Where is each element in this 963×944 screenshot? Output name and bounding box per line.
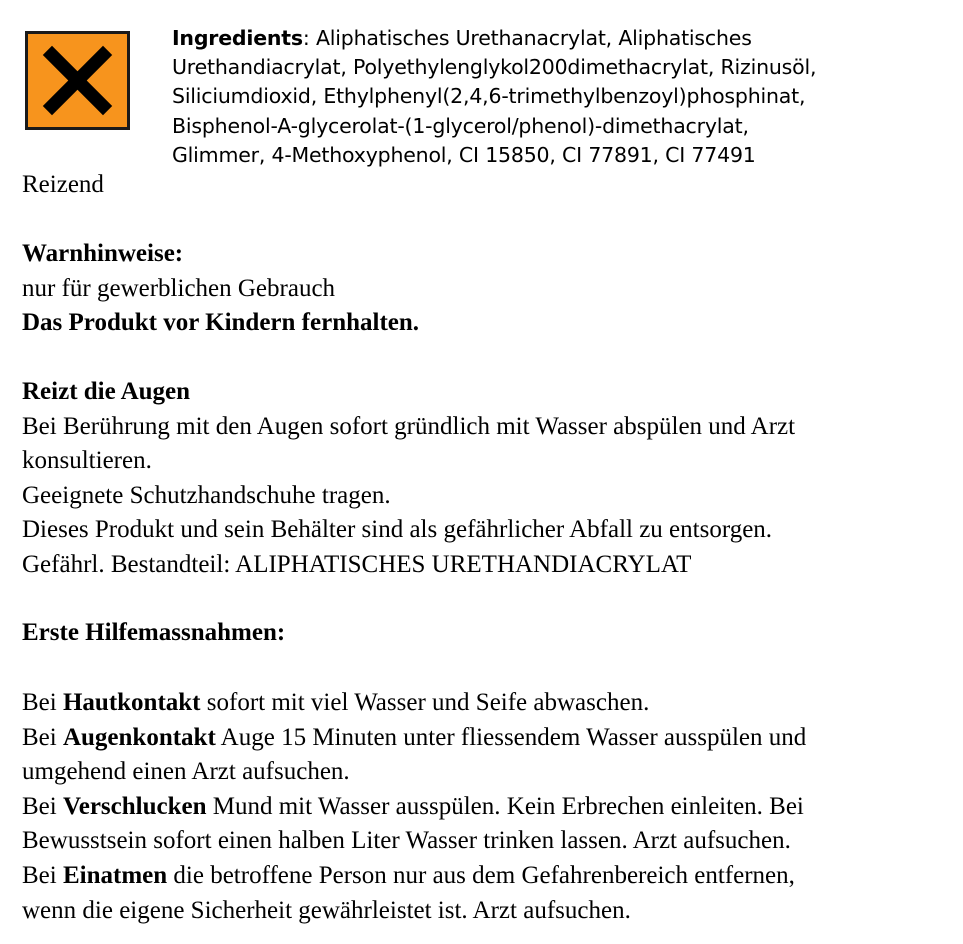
first-aid-eye — [22, 721, 806, 756]
first-aid-term: Einatmen — [62, 861, 168, 889]
eyes-heading: Reizt die Augen — [22, 378, 191, 405]
first-aid-prefix: Bei — [22, 689, 63, 716]
first-aid-prefix: Bei — [22, 792, 63, 820]
warnings-section — [22, 237, 419, 341]
first-aid-text: die betroffene Person nur aus dem Gefahrenbereich entfernen, — [167, 861, 795, 889]
first-aid-term: Hautkontakt — [62, 689, 201, 716]
eyes-line: Dieses Produkt und sein Behälter sind als gefährlicher Abfall zu entsorgen. — [22, 516, 773, 544]
first-aid-text: Auge 15 Minuten unter fliessendem Wasser ausspülen und — [215, 723, 807, 751]
first-aid-text: sofort mit viel Wasser und Seife abwaschen. — [200, 689, 650, 716]
first-aid-swallow-cont: Bewusstsein sofort einen halben Liter Wasser trinken lassen. Arzt aufsuchen. — [22, 827, 791, 855]
ingredients-heading: Ingredients — [172, 26, 303, 50]
eyes-line: konsultieren. — [22, 447, 152, 475]
first-aid-swallow — [22, 790, 806, 825]
warnings-heading: Warnhinweise: — [22, 240, 184, 267]
first-aid-prefix: Bei — [22, 723, 63, 751]
first-aid-prefix: Bei — [22, 861, 63, 889]
first-aid-skin — [22, 686, 806, 721]
eyes-line: Geeignete Schutzhandschuhe tragen. — [22, 481, 391, 509]
ingredients-line: Siliciumdioxid, Ethylphenyl(2,4,6-trimethylbenzoyl)phosphinat, — [172, 84, 806, 109]
ingredients-line: Glimmer, 4-Methoxyphenol, CI 15850, CI 77891, CI 77491 — [172, 142, 756, 167]
first-aid-text: Mund mit Wasser ausspülen. Kein Erbrechen einleiten. Bei — [206, 792, 804, 820]
eyes-line: Gefährl. Bestandteil: ALIPHATISCHES URETHANDIACRYLAT — [22, 550, 692, 578]
eyes-line: Bei Berührung mit den Augen sofort gründlich mit Wasser abspülen und Arzt — [22, 412, 796, 440]
first-aid-inhale — [22, 859, 806, 894]
warning-line: Das Produkt vor Kindern fernhalten. — [22, 309, 420, 337]
first-aid-term: Augenkontakt — [62, 723, 216, 751]
ingredients-line: Urethandiacrylat, Polyethylenglykol200dimethacrylat, Rizinusöl, — [172, 55, 817, 80]
eye-irritation-section — [22, 375, 795, 583]
ingredients-line: : Aliphatisches Urethanacrylat, Aliphatisches — [302, 26, 752, 50]
first-aid-eye-cont: umgehend einen Arzt aufsuchen. — [22, 758, 350, 786]
ingredients-block — [172, 24, 942, 170]
warning-line: nur für gewerblichen Gebrauch — [22, 274, 336, 302]
first-aid-heading-text: Erste Hilfemassnahmen: — [22, 619, 286, 646]
first-aid-inhale-cont: wenn die eigene Sicherheit gewährleistet ist. Arzt aufsuchen. — [22, 896, 631, 924]
first-aid-section — [22, 686, 806, 928]
hazard-label: Reizend — [22, 171, 104, 198]
first-aid-term: Verschlucken — [62, 792, 207, 820]
ingredients-line: Bisphenol-A-glycerolat-(1-glycerol/phenol)-dimethacrylat, — [172, 113, 749, 138]
first-aid-heading — [22, 616, 285, 651]
irritant-hazard-icon — [25, 31, 130, 130]
